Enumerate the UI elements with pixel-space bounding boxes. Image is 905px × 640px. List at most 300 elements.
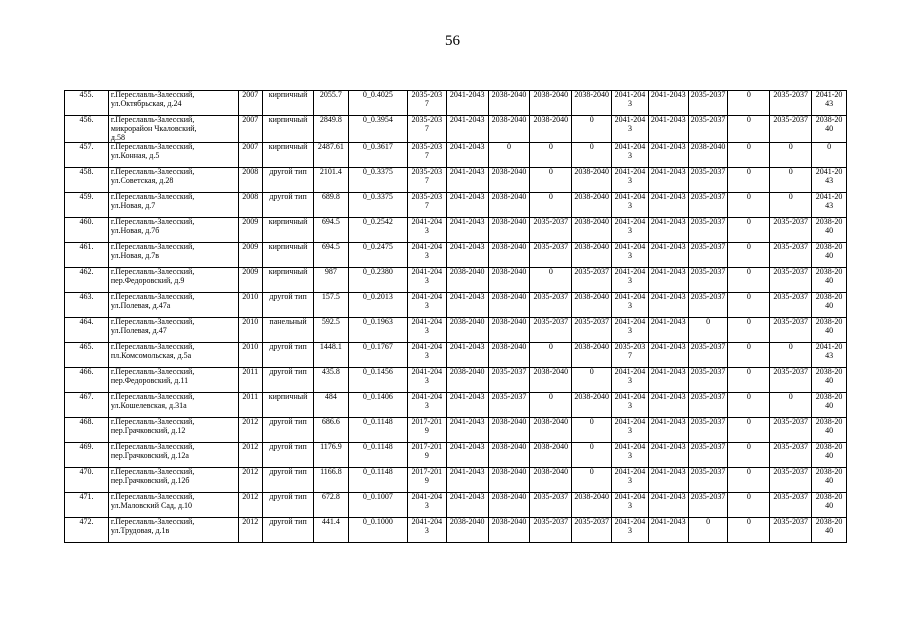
cell-period-10: 0 — [770, 343, 812, 368]
cell-period-11: 2041-2043 — [812, 168, 847, 193]
table-body — [65, 91, 847, 543]
cell-area: 2487.61 — [314, 143, 349, 168]
cell-period-3: 2038-2040 — [488, 218, 530, 243]
cell-period-1: 2041-2043 — [407, 218, 446, 243]
cell-period-1: 2041-2043 — [407, 368, 446, 393]
cell-period-9: 0 — [728, 91, 770, 116]
cell-row-number: 456. — [65, 116, 109, 143]
cell-period-3: 2038-2040 — [488, 116, 530, 143]
cell-period-7: 2041-2043 — [648, 268, 688, 293]
cell-area: 686.6 — [314, 418, 349, 443]
cell-period-4: 2038-2040 — [530, 368, 572, 393]
cell-wall-material: кирпичный — [263, 91, 314, 116]
cell-area: 694.5 — [314, 218, 349, 243]
cell-period-4: 0 — [530, 193, 572, 218]
cell-period-11: 2041-2043 — [812, 91, 847, 116]
cell-period-11: 2038-2040 — [812, 443, 847, 468]
cell-period-3: 2038-2040 — [488, 493, 530, 518]
cell-address: г.Переславль-Залесский, пер.Грачковский, д.12а — [108, 443, 238, 468]
cell-period-2: 2041-2043 — [446, 91, 488, 116]
cell-period-2: 2041-2043 — [446, 218, 488, 243]
cell-address: г.Переславль-Залесский, ул.Новая, д.7 — [108, 193, 238, 218]
cell-period-4: 2038-2040 — [530, 468, 572, 493]
cell-period-5: 2035-2037 — [572, 318, 612, 343]
cell-wear-index: 0_0.2475 — [348, 243, 407, 268]
cell-period-11: 2038-2040 — [812, 318, 847, 343]
cell-period-7: 2041-2043 — [648, 418, 688, 443]
cell-period-7: 2041-2043 — [648, 116, 688, 143]
cell-year-built: 2007 — [238, 91, 263, 116]
cell-period-1: 2041-2043 — [407, 243, 446, 268]
cell-period-8: 0 — [688, 518, 728, 543]
cell-period-3: 2038-2040 — [488, 468, 530, 493]
table-row — [65, 243, 847, 268]
cell-year-built: 2012 — [238, 418, 263, 443]
cell-period-8: 2035-2037 — [688, 468, 728, 493]
cell-row-number: 463. — [65, 293, 109, 318]
cell-wall-material: другой тип — [263, 343, 314, 368]
cell-period-11: 0 — [812, 143, 847, 168]
cell-year-built: 2012 — [238, 443, 263, 468]
cell-year-built: 2010 — [238, 343, 263, 368]
cell-period-8: 2035-2037 — [688, 343, 728, 368]
cell-period-2: 2038-2040 — [446, 368, 488, 393]
cell-period-8: 2035-2037 — [688, 268, 728, 293]
cell-wear-index: 0_0.3375 — [348, 168, 407, 193]
table-row — [65, 91, 847, 116]
cell-period-1: 2035-2037 — [407, 143, 446, 168]
cell-period-6: 2041-2043 — [612, 418, 649, 443]
cell-period-8: 2035-2037 — [688, 193, 728, 218]
cell-row-number: 470. — [65, 468, 109, 493]
cell-period-3: 2038-2040 — [488, 268, 530, 293]
table-row — [65, 468, 847, 493]
table-row — [65, 343, 847, 368]
cell-period-1: 2041-2043 — [407, 343, 446, 368]
cell-period-7: 2041-2043 — [648, 91, 688, 116]
cell-address: г.Переславль-Залесский, ул.Кошелевская, д.31а — [108, 393, 238, 418]
cell-period-11: 2038-2040 — [812, 393, 847, 418]
cell-row-number: 461. — [65, 243, 109, 268]
cell-period-7: 2041-2043 — [648, 143, 688, 168]
cell-year-built: 2007 — [238, 116, 263, 143]
cell-period-11: 2038-2040 — [812, 243, 847, 268]
cell-period-2: 2041-2043 — [446, 168, 488, 193]
cell-wall-material: кирпичный — [263, 143, 314, 168]
cell-row-number: 457. — [65, 143, 109, 168]
cell-period-2: 2041-2043 — [446, 393, 488, 418]
cell-period-9: 0 — [728, 343, 770, 368]
cell-year-built: 2010 — [238, 293, 263, 318]
cell-period-2: 2041-2043 — [446, 443, 488, 468]
cell-row-number: 469. — [65, 443, 109, 468]
cell-period-7: 2041-2043 — [648, 343, 688, 368]
cell-row-number: 468. — [65, 418, 109, 443]
cell-period-11: 2041-2043 — [812, 193, 847, 218]
cell-period-5: 2035-2037 — [572, 518, 612, 543]
cell-wall-material: кирпичный — [263, 393, 314, 418]
page-number: 56 — [445, 33, 460, 49]
cell-wear-index: 0_0.3954 — [348, 116, 407, 143]
cell-period-11: 2038-2040 — [812, 418, 847, 443]
cell-wall-material: кирпичный — [263, 268, 314, 293]
cell-year-built: 2010 — [238, 318, 263, 343]
buildings-table — [64, 90, 847, 543]
cell-period-8: 2038-2040 — [688, 143, 728, 168]
cell-period-5: 0 — [572, 418, 612, 443]
cell-period-2: 2041-2043 — [446, 143, 488, 168]
cell-period-10: 2035-2037 — [770, 268, 812, 293]
cell-period-10: 2035-2037 — [770, 468, 812, 493]
cell-period-6: 2041-2043 — [612, 91, 649, 116]
cell-year-built: 2008 — [238, 168, 263, 193]
cell-period-3: 2038-2040 — [488, 193, 530, 218]
cell-period-1: 2035-2037 — [407, 168, 446, 193]
cell-period-8: 2035-2037 — [688, 168, 728, 193]
cell-address: г.Переславль-Залесский, ул.Полевая, д.47 — [108, 318, 238, 343]
cell-period-3: 2038-2040 — [488, 443, 530, 468]
cell-wall-material: другой тип — [263, 418, 314, 443]
table-row — [65, 518, 847, 543]
cell-wear-index: 0_0.1406 — [348, 393, 407, 418]
cell-period-5: 2038-2040 — [572, 343, 612, 368]
cell-period-11: 2038-2040 — [812, 293, 847, 318]
cell-period-6: 2041-2043 — [612, 193, 649, 218]
cell-period-6: 2041-2043 — [612, 243, 649, 268]
cell-address: г.Переславль-Залесский, пер.Грачковский, д.12 — [108, 418, 238, 443]
cell-period-5: 2038-2040 — [572, 168, 612, 193]
cell-period-9: 0 — [728, 243, 770, 268]
cell-period-7: 2041-2043 — [648, 443, 688, 468]
cell-period-9: 0 — [728, 168, 770, 193]
cell-period-5: 2038-2040 — [572, 243, 612, 268]
cell-row-number: 462. — [65, 268, 109, 293]
cell-period-2: 2041-2043 — [446, 243, 488, 268]
table-row — [65, 193, 847, 218]
cell-period-10: 2035-2037 — [770, 218, 812, 243]
cell-period-9: 0 — [728, 143, 770, 168]
cell-period-5: 0 — [572, 368, 612, 393]
table-row — [65, 143, 847, 168]
cell-period-6: 2041-2043 — [612, 293, 649, 318]
cell-period-9: 0 — [728, 268, 770, 293]
cell-period-4: 2035-2037 — [530, 243, 572, 268]
cell-period-8: 2035-2037 — [688, 443, 728, 468]
cell-period-3: 2038-2040 — [488, 91, 530, 116]
cell-address: г.Переславль-Залесский, ул.Трудовая, д.1в — [108, 518, 238, 543]
table-row — [65, 168, 847, 193]
cell-period-6: 2041-2043 — [612, 116, 649, 143]
cell-period-7: 2041-2043 — [648, 243, 688, 268]
table-row — [65, 318, 847, 343]
cell-address: г.Переславль-Залесский, микрорайон Чкаловский, д.58 — [108, 116, 238, 143]
cell-period-3: 2038-2040 — [488, 168, 530, 193]
cell-period-2: 2041-2043 — [446, 193, 488, 218]
table-row — [65, 293, 847, 318]
cell-wall-material: другой тип — [263, 468, 314, 493]
cell-wear-index: 0_0.2542 — [348, 218, 407, 243]
cell-period-4: 2035-2037 — [530, 293, 572, 318]
cell-period-3: 2038-2040 — [488, 293, 530, 318]
cell-period-2: 2038-2040 — [446, 268, 488, 293]
cell-area: 484 — [314, 393, 349, 418]
cell-row-number: 465. — [65, 343, 109, 368]
cell-wear-index: 0_0.3375 — [348, 193, 407, 218]
cell-row-number: 458. — [65, 168, 109, 193]
cell-area: 672.8 — [314, 493, 349, 518]
cell-row-number: 471. — [65, 493, 109, 518]
cell-period-8: 2035-2037 — [688, 418, 728, 443]
cell-period-6: 2041-2043 — [612, 518, 649, 543]
cell-address: г.Переславль-Залесский, ул.Полевая, д.47а — [108, 293, 238, 318]
cell-address: г.Переславль-Залесский, ул.Новая, д.7в — [108, 243, 238, 268]
cell-period-7: 2041-2043 — [648, 293, 688, 318]
cell-period-8: 2035-2037 — [688, 91, 728, 116]
cell-year-built: 2012 — [238, 518, 263, 543]
cell-period-3: 2038-2040 — [488, 318, 530, 343]
cell-year-built: 2011 — [238, 393, 263, 418]
cell-period-9: 0 — [728, 518, 770, 543]
cell-row-number: 472. — [65, 518, 109, 543]
cell-period-5: 2035-2037 — [572, 268, 612, 293]
cell-address: г.Переславль-Залесский, пер.Федоровский, д.9 — [108, 268, 238, 293]
cell-area: 592.5 — [314, 318, 349, 343]
cell-period-2: 2041-2043 — [446, 343, 488, 368]
cell-period-9: 0 — [728, 193, 770, 218]
cell-period-2: 2038-2040 — [446, 318, 488, 343]
cell-period-7: 2041-2043 — [648, 468, 688, 493]
cell-wall-material: другой тип — [263, 493, 314, 518]
cell-period-9: 0 — [728, 493, 770, 518]
cell-period-6: 2041-2043 — [612, 368, 649, 393]
cell-period-4: 2035-2037 — [530, 518, 572, 543]
cell-row-number: 455. — [65, 91, 109, 116]
cell-period-6: 2041-2043 — [612, 493, 649, 518]
cell-wear-index: 0_0.1148 — [348, 468, 407, 493]
cell-period-3: 2038-2040 — [488, 243, 530, 268]
cell-wall-material: другой тип — [263, 293, 314, 318]
cell-period-6: 2041-2043 — [612, 268, 649, 293]
cell-period-11: 2038-2040 — [812, 493, 847, 518]
table-row — [65, 116, 847, 143]
cell-period-11: 2041-2043 — [812, 343, 847, 368]
cell-period-10: 2035-2037 — [770, 518, 812, 543]
cell-period-5: 2038-2040 — [572, 193, 612, 218]
cell-wall-material: кирпичный — [263, 116, 314, 143]
cell-address: г.Переславль-Залесский, ул.Советская, д.28 — [108, 168, 238, 193]
cell-year-built: 2011 — [238, 368, 263, 393]
cell-area: 694.5 — [314, 243, 349, 268]
cell-period-7: 2041-2043 — [648, 393, 688, 418]
cell-wear-index: 0_0.1148 — [348, 418, 407, 443]
cell-period-3: 2038-2040 — [488, 418, 530, 443]
cell-period-9: 0 — [728, 418, 770, 443]
cell-year-built: 2009 — [238, 218, 263, 243]
table-row — [65, 418, 847, 443]
cell-address: г.Переславль-Залесский, ул.Новая, д.7б — [108, 218, 238, 243]
cell-period-6: 2041-2043 — [612, 468, 649, 493]
cell-year-built: 2012 — [238, 468, 263, 493]
cell-period-1: 2041-2043 — [407, 293, 446, 318]
cell-period-8: 0 — [688, 318, 728, 343]
cell-period-8: 2035-2037 — [688, 116, 728, 143]
table-row — [65, 393, 847, 418]
cell-period-1: 2017-2019 — [407, 418, 446, 443]
cell-address: г.Переславль-Залесский, пер.Грачковский, д.12б — [108, 468, 238, 493]
cell-period-4: 2038-2040 — [530, 443, 572, 468]
cell-period-1: 2041-2043 — [407, 318, 446, 343]
cell-period-10: 2035-2037 — [770, 443, 812, 468]
cell-period-6: 2041-2043 — [612, 318, 649, 343]
cell-period-10: 0 — [770, 143, 812, 168]
cell-period-1: 2041-2043 — [407, 268, 446, 293]
cell-area: 1176.9 — [314, 443, 349, 468]
cell-wear-index: 0_0.1767 — [348, 343, 407, 368]
cell-period-9: 0 — [728, 393, 770, 418]
cell-wall-material: кирпичный — [263, 243, 314, 268]
cell-area: 441.4 — [314, 518, 349, 543]
cell-period-7: 2041-2043 — [648, 218, 688, 243]
cell-period-11: 2038-2040 — [812, 518, 847, 543]
cell-period-1: 2017-2019 — [407, 443, 446, 468]
cell-period-11: 2038-2040 — [812, 468, 847, 493]
cell-period-10: 2035-2037 — [770, 243, 812, 268]
cell-wall-material: другой тип — [263, 193, 314, 218]
cell-wear-index: 0_0.2380 — [348, 268, 407, 293]
cell-wear-index: 0_0.3617 — [348, 143, 407, 168]
cell-area: 987 — [314, 268, 349, 293]
cell-period-1: 2035-2037 — [407, 116, 446, 143]
cell-period-11: 2038-2040 — [812, 268, 847, 293]
cell-year-built: 2009 — [238, 243, 263, 268]
cell-year-built: 2008 — [238, 193, 263, 218]
cell-period-11: 2038-2040 — [812, 368, 847, 393]
cell-period-1: 2041-2043 — [407, 518, 446, 543]
cell-area: 435.8 — [314, 368, 349, 393]
cell-period-3: 2035-2037 — [488, 368, 530, 393]
cell-period-9: 0 — [728, 293, 770, 318]
cell-period-6: 2041-2043 — [612, 168, 649, 193]
table-row — [65, 493, 847, 518]
cell-period-1: 2035-2037 — [407, 193, 446, 218]
cell-period-5: 0 — [572, 116, 612, 143]
cell-period-5: 2038-2040 — [572, 218, 612, 243]
table-row — [65, 368, 847, 393]
cell-area: 689.8 — [314, 193, 349, 218]
cell-period-10: 2035-2037 — [770, 418, 812, 443]
cell-period-4: 0 — [530, 168, 572, 193]
cell-period-1: 2041-2043 — [407, 393, 446, 418]
cell-period-4: 2038-2040 — [530, 116, 572, 143]
cell-period-9: 0 — [728, 116, 770, 143]
cell-period-7: 2041-2043 — [648, 368, 688, 393]
cell-period-2: 2041-2043 — [446, 468, 488, 493]
cell-period-6: 2041-2043 — [612, 218, 649, 243]
cell-wear-index: 0_0.1963 — [348, 318, 407, 343]
cell-row-number: 459. — [65, 193, 109, 218]
cell-period-2: 2038-2040 — [446, 518, 488, 543]
cell-period-8: 2035-2037 — [688, 393, 728, 418]
cell-wear-index: 0_0.1148 — [348, 443, 407, 468]
cell-period-7: 2041-2043 — [648, 193, 688, 218]
cell-period-5: 2038-2040 — [572, 293, 612, 318]
cell-period-8: 2035-2037 — [688, 243, 728, 268]
cell-period-1: 2017-2019 — [407, 468, 446, 493]
cell-period-4: 0 — [530, 393, 572, 418]
cell-year-built: 2007 — [238, 143, 263, 168]
cell-wear-index: 0_0.1007 — [348, 493, 407, 518]
cell-period-2: 2041-2043 — [446, 116, 488, 143]
cell-wear-index: 0_0.2013 — [348, 293, 407, 318]
cell-period-9: 0 — [728, 318, 770, 343]
cell-period-5: 0 — [572, 443, 612, 468]
cell-wear-index: 0_0.1456 — [348, 368, 407, 393]
cell-period-6: 2041-2043 — [612, 393, 649, 418]
cell-area: 157.5 — [314, 293, 349, 318]
cell-area: 1448.1 — [314, 343, 349, 368]
cell-period-9: 0 — [728, 468, 770, 493]
cell-wear-index: 0_0.4025 — [348, 91, 407, 116]
cell-period-8: 2035-2037 — [688, 493, 728, 518]
cell-period-4: 0 — [530, 143, 572, 168]
cell-year-built: 2009 — [238, 268, 263, 293]
cell-period-9: 0 — [728, 218, 770, 243]
cell-period-1: 2041-2043 — [407, 493, 446, 518]
cell-period-8: 2035-2037 — [688, 218, 728, 243]
cell-wall-material: другой тип — [263, 168, 314, 193]
cell-area: 2849.8 — [314, 116, 349, 143]
cell-period-7: 2041-2043 — [648, 168, 688, 193]
cell-period-10: 2035-2037 — [770, 91, 812, 116]
table-row — [65, 268, 847, 293]
cell-period-6: 2041-2043 — [612, 143, 649, 168]
cell-period-11: 2038-2040 — [812, 218, 847, 243]
cell-wear-index: 0_0.1000 — [348, 518, 407, 543]
cell-period-7: 2041-2043 — [648, 493, 688, 518]
cell-period-4: 2035-2037 — [530, 218, 572, 243]
cell-wall-material: другой тип — [263, 443, 314, 468]
cell-period-10: 2035-2037 — [770, 368, 812, 393]
cell-period-4: 0 — [530, 268, 572, 293]
cell-period-7: 2041-2043 — [648, 518, 688, 543]
cell-period-5: 2038-2040 — [572, 393, 612, 418]
cell-address: г.Переславль-Залесский, пл.Комсомольская, д.5а — [108, 343, 238, 368]
cell-address: г.Переславль-Залесский, ул.Октябрьская, д.24 — [108, 91, 238, 116]
cell-period-10: 2035-2037 — [770, 318, 812, 343]
cell-period-4: 0 — [530, 343, 572, 368]
cell-period-7: 2041-2043 — [648, 318, 688, 343]
cell-period-9: 0 — [728, 368, 770, 393]
cell-period-9: 0 — [728, 443, 770, 468]
cell-period-6: 2035-2037 — [612, 343, 649, 368]
cell-period-5: 2038-2040 — [572, 91, 612, 116]
cell-period-4: 2035-2037 — [530, 493, 572, 518]
cell-period-8: 2035-2037 — [688, 368, 728, 393]
cell-period-2: 2041-2043 — [446, 293, 488, 318]
cell-period-8: 2035-2037 — [688, 293, 728, 318]
cell-period-1: 2035-2037 — [407, 91, 446, 116]
cell-period-3: 2035-2037 — [488, 393, 530, 418]
cell-period-3: 2038-2040 — [488, 518, 530, 543]
cell-period-6: 2041-2043 — [612, 443, 649, 468]
table-row — [65, 443, 847, 468]
cell-period-10: 2035-2037 — [770, 116, 812, 143]
cell-row-number: 466. — [65, 368, 109, 393]
cell-wall-material: другой тип — [263, 518, 314, 543]
cell-address: г.Переславль-Залесский, ул.Конная, д.5 — [108, 143, 238, 168]
cell-period-10: 0 — [770, 393, 812, 418]
cell-wall-material: панельный — [263, 318, 314, 343]
